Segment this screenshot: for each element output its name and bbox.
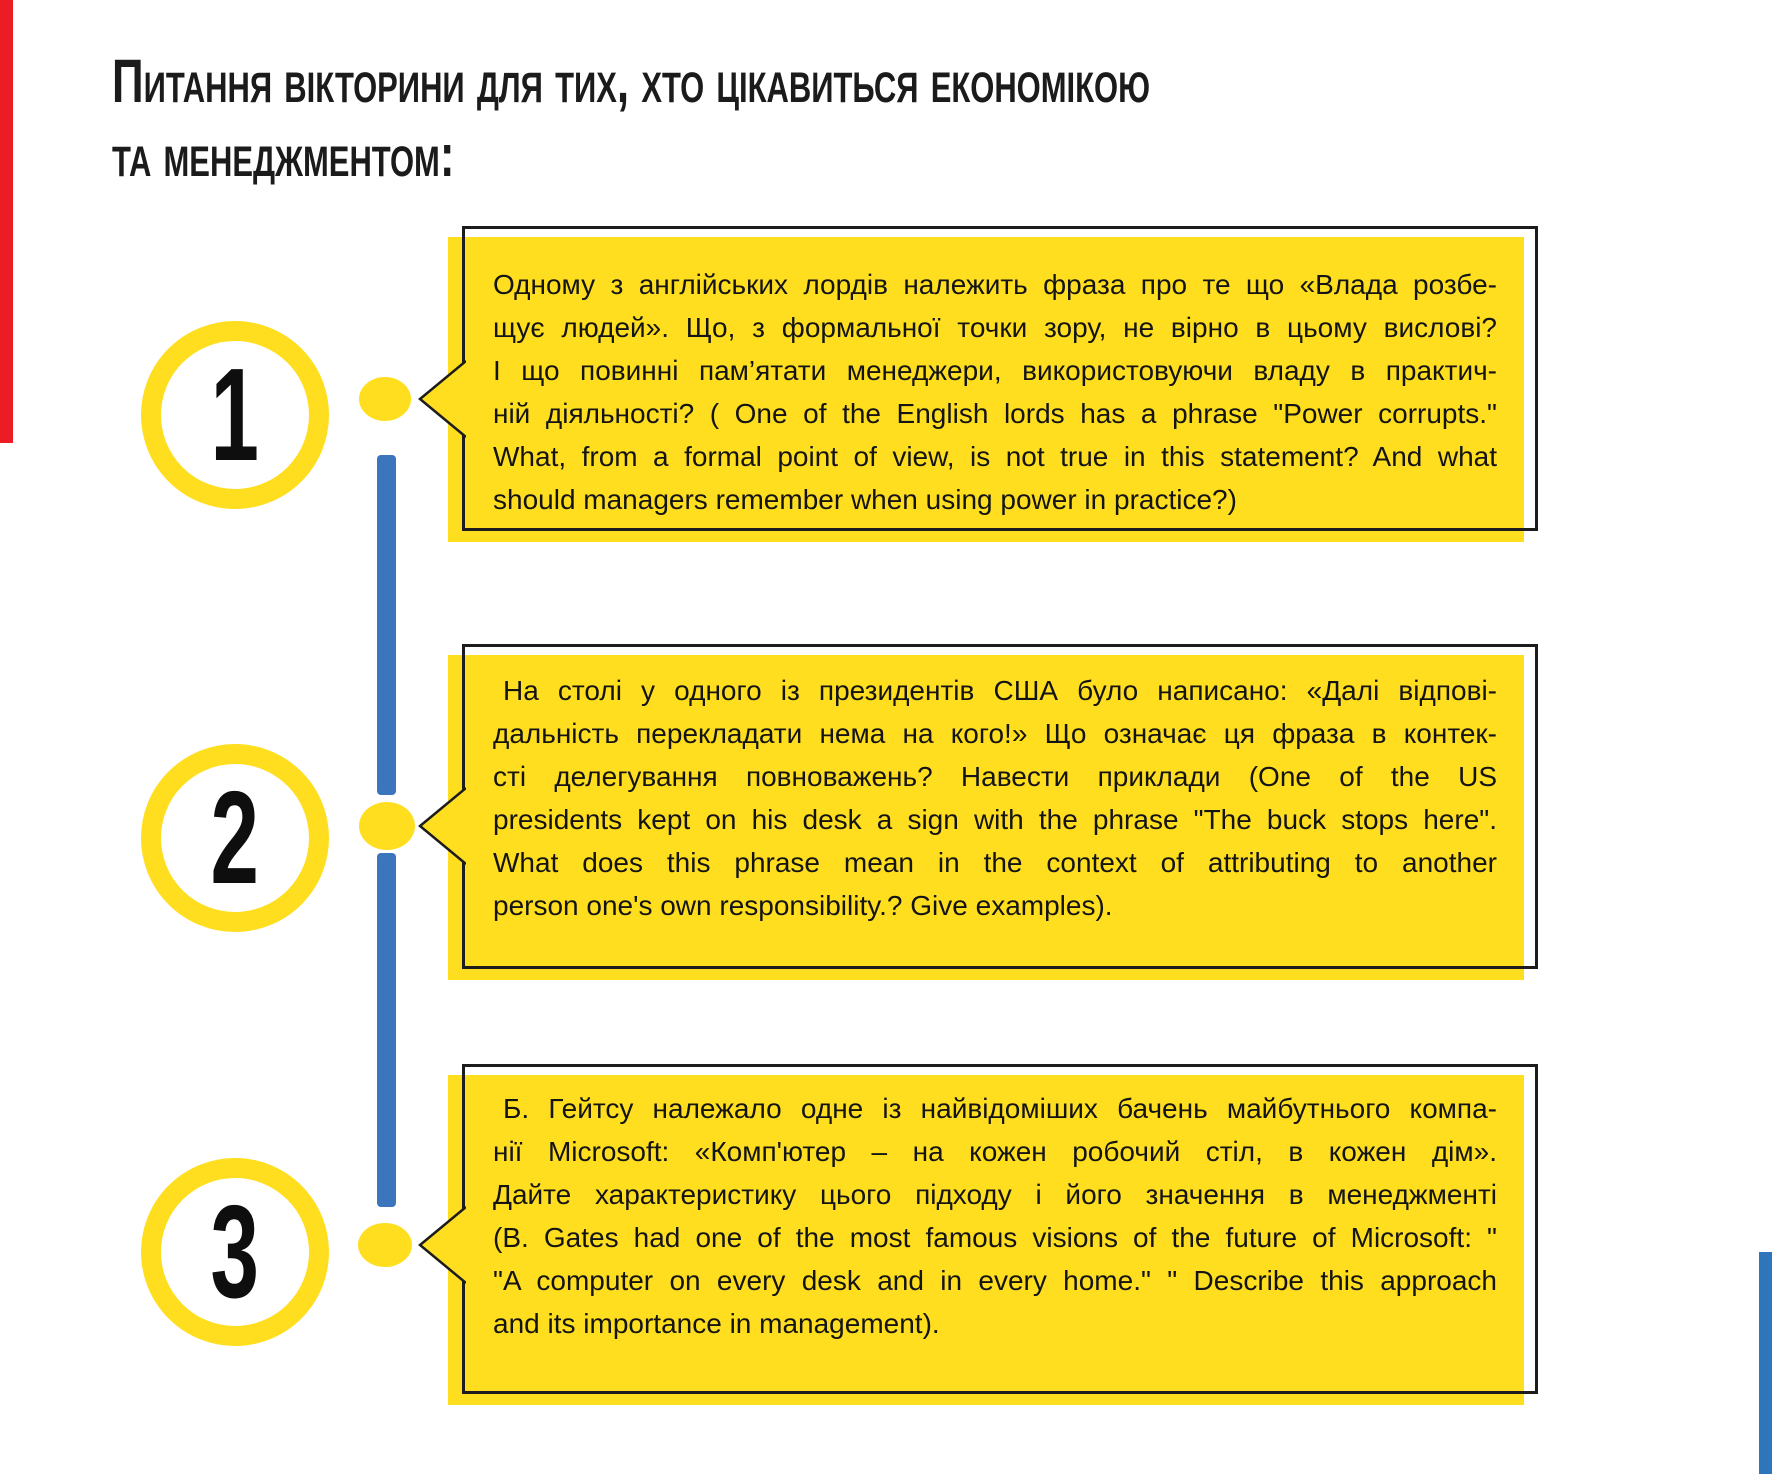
text-line: What, from a formal point of view, is not true in this statement? And what <box>493 441 1497 472</box>
step-circle-1 <box>141 321 329 509</box>
text-line: І що повинні пам’ятати менеджери, використовуючи владу в практич- <box>493 355 1497 386</box>
right-edge-blue-bar <box>1759 1252 1772 1474</box>
text-line: and its importance in management). <box>493 1308 940 1339</box>
step-number-3: 3 <box>210 1178 260 1325</box>
text-line: (B. Gates had one of the most famous visions of the future of Microsoft: " <box>493 1222 1497 1253</box>
page-title <box>112 44 1150 192</box>
text-line: сті делегування повноважень? Навести приклади (One of the US <box>493 761 1497 792</box>
text-line: presidents kept on his desk a sign with the phrase "The buck stops here". <box>493 804 1497 835</box>
text-line: "A computer on every desk and in every home." " Describe this approach <box>493 1265 1497 1296</box>
step-number-2: 2 <box>210 764 260 911</box>
question-bubble-3 <box>448 1075 1524 1405</box>
step-number-1: 1 <box>210 341 260 488</box>
question-text-1 <box>448 237 1524 521</box>
connector-line-segment-2 <box>377 853 396 1207</box>
question-text-2 <box>448 655 1524 927</box>
text-line: ній діяльності? ( One of the English lords has a phrase "Power corrupts." <box>493 398 1497 429</box>
text-line: should managers remember when using power in practice?) <box>493 484 1237 515</box>
page-title-line1: Питання вікторини для тих, хто цікавиться економікою <box>112 47 1151 115</box>
text-line: Одному з англійських лордів належить фраза про те що «Влада розбе- <box>493 269 1497 300</box>
text-line: Дайте характеристику цього підходу і його значення в менеджменті <box>493 1179 1497 1210</box>
text-line: дальність перекладати нема на кого!» Що означає ця фраза в контек- <box>493 718 1497 749</box>
step-circle-3 <box>141 1158 329 1346</box>
connector-dot-1 <box>359 377 411 421</box>
page-title-line2: та менеджментом: <box>112 121 455 189</box>
question-bubble-1 <box>448 237 1524 542</box>
text-line: What does this phrase mean in the context of attributing to another <box>493 847 1497 878</box>
connector-dot-3 <box>358 1223 412 1267</box>
left-edge-red-bar <box>0 0 13 443</box>
question-text-3 <box>448 1075 1524 1345</box>
text-line: нії Microsoft: «Комп'ютер – на кожен робочий стіл, в кожен дім». <box>493 1136 1497 1167</box>
step-circle-2 <box>141 744 329 932</box>
question-bubble-2 <box>448 655 1524 980</box>
text-line: щує людей». Що, з формальної точки зору, не вірно в цьому вислові? <box>493 312 1497 343</box>
connector-line-segment-1 <box>377 455 396 795</box>
text-line: person one's own responsibility.? Give examples). <box>493 890 1113 921</box>
text-line: Б. Гейтсу належало одне із найвідоміших бачень майбутнього компа- <box>503 1093 1497 1124</box>
connector-dot-2 <box>359 802 415 850</box>
text-line: На столі у одного із президентів США було написано: «Далі відпові- <box>503 675 1497 706</box>
